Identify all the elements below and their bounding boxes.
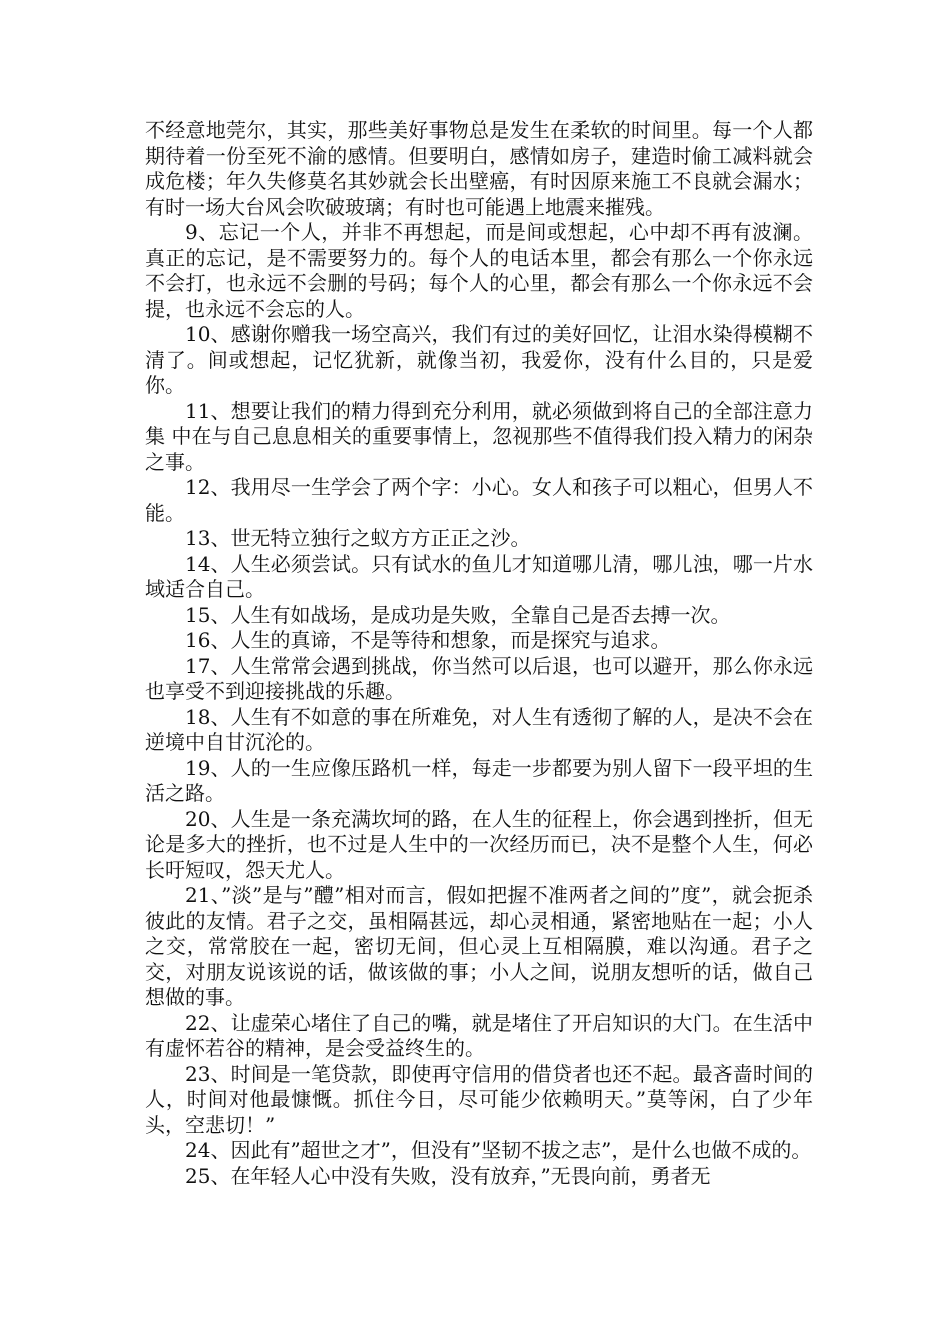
paragraph-17: 17、人生常常会遇到挑战，你当然可以后退，也可以避开，那么你永远也享受不到迎接挑战的乐趣。 bbox=[145, 653, 813, 703]
paragraph-15: 15、人生有如战场，是成功是失败，全靠自己是否去搏一次。 bbox=[185, 602, 731, 627]
paragraph-13: 13、世无特立独行之蚁方方正正之沙。 bbox=[185, 526, 531, 550]
paragraph-22: 22、让虚荣心堵住了自己的嘴，就是堵住了开启知识的大门。在生活中有虚怀若谷的精神，是会受益终生的。 bbox=[145, 1010, 813, 1060]
paragraph-continuation: 不经意地莞尔，其实，那些美好事物总是发生在柔软的时间里。每一个人都期待着一份至死不渝的感情。但要明白，感情如房子，建造时偷工减料就会成危楼；年久失修莫名其妙就会长出壁癌，有时因原来施工不良就会漏水；有时一场大台风会吹破玻璃；有时也可能遇上地震来摧残。 bbox=[145, 118, 813, 219]
paragraph-23: 23、时间是一笔贷款，即使再守信用的借贷者也还不起。最吝啬时间的人，时间对他最慷慨。抓住今日，尽可能少依赖明天。”莫等闲，白了少年头，空悲切！” bbox=[145, 1061, 813, 1137]
paragraph-21: 21、”淡”是与”醴”相对而言，假如把握不准两者之间的”度”，就会扼杀彼此的友情。君子之交，虽相隔甚远，却心灵相通，紧密地贴在一起；小人之交，常常胶在一起，密切无间，但心灵上互相隔膜，难以沟通。君子之交，对朋友说该说的话，做该做的事；小人之间，说朋友想听的话，做自己想做的事。 bbox=[145, 883, 813, 1009]
paragraph-19: 19、人的一生应像压路机一样，每走一步都要为别人留下一段平坦的生活之路。 bbox=[145, 755, 813, 805]
paragraph-14: 14、人生必须尝试。只有试水的鱼儿才知道哪儿清，哪儿浊，哪一片水域适合自己。 bbox=[145, 551, 813, 601]
paragraph-9: 9、忘记一个人，并非不再想起，而是间或想起，心中却不再有波澜。真正的忘记，是不需要努力的。每个人的电话本里，都会有那么一个你永远不会打，也永远不会删的号码；每个人的心里，都会有那么一个你永远不会提，也永远不会忘的人。 bbox=[145, 220, 813, 321]
paragraph-24: 24、因此有”超世之才”，但没有”坚韧不拔之志”，是什么也做不成的。 bbox=[185, 1138, 812, 1162]
paragraph-20: 20、人生是一条充满坎坷的路，在人生的征程上，你会遇到挫折，但无论是多大的挫折，也不过是人生中的一次经历而已，决不是整个人生，何必长吁短叹，怨天尤人。 bbox=[145, 806, 813, 882]
paragraph-11: 11、想要让我们的精力得到充分利用，就必须做到将自己的全部注意力集 中在与自己息息相关的重要事情上，忽视那些不值得我们投入精力的闲杂 之事。 bbox=[145, 398, 813, 474]
paragraph-10: 10、感谢你赠我一场空高兴，我们有过的美好回忆，让泪水染得模糊不清了。间或想起，记忆犹新，就像当初，我爱你，没有什么目的，只是爱你。 bbox=[145, 322, 813, 397]
document-body bbox=[145, 118, 813, 1189]
paragraph-16: 16、人生的真谛，不是等待和想象，而是探究与追求。 bbox=[185, 628, 671, 652]
paragraph-12: 12、我用尽一生学会了两个字：小心。女人和孩子可以粗心，但男人不能。 bbox=[145, 475, 813, 525]
paragraph-25: 25、在年轻人心中没有失败，没有放弃，”无畏向前，勇者无 bbox=[185, 1163, 711, 1188]
paragraph-18: 18、人生有不如意的事在所难免，对人生有透彻了解的人，是决不会在逆境中自甘沉沦的。 bbox=[145, 704, 813, 754]
